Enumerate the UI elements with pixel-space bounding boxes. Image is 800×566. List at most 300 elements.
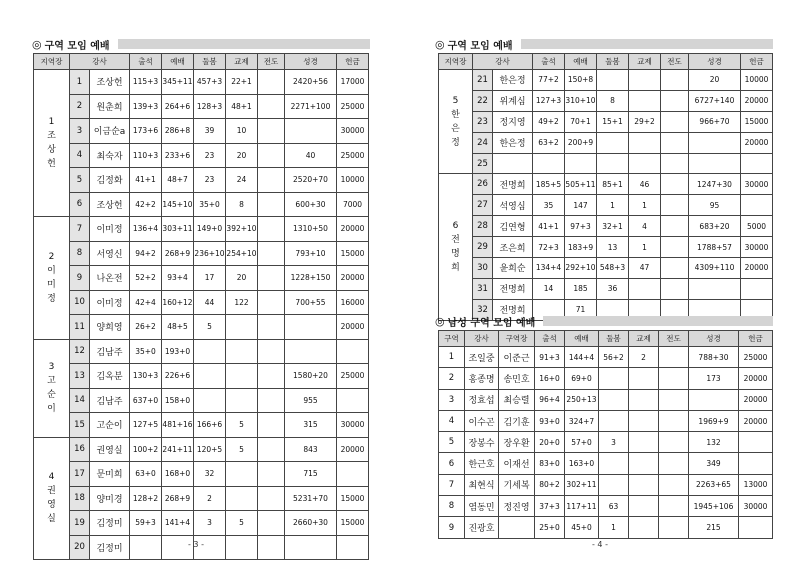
evangelism-cell: [258, 486, 285, 511]
worship-cell: 310+10: [565, 90, 597, 111]
district-group-label: 3 고 순 이: [34, 339, 70, 437]
evangelism-cell: [659, 432, 689, 453]
leader-name-cell: 조상헌: [90, 70, 130, 95]
table-row: [34, 143, 369, 168]
fellowship-cell: 1: [629, 195, 661, 216]
fellowship-cell: [226, 315, 258, 340]
row-number-cell: 16: [70, 437, 90, 462]
column-header: 성경: [285, 54, 337, 70]
evangelism-cell: [258, 168, 285, 193]
offering-cell: 30000: [741, 174, 773, 195]
evangelism-cell: [258, 119, 285, 144]
attendance-cell: 94+2: [130, 241, 162, 266]
fellowship-cell: 46: [629, 174, 661, 195]
worship-cell: 145+10: [162, 192, 194, 217]
section-bullet-icon: ◎: [32, 37, 42, 51]
row-number-cell: 14: [70, 388, 90, 413]
bible-cell: 2660+30: [285, 511, 337, 536]
table-row: [439, 496, 773, 517]
table-row: [34, 511, 369, 536]
offering-cell: [739, 453, 773, 474]
section-title-district-worship: [32, 36, 370, 52]
table-row: [34, 462, 369, 487]
care-cell: 3: [599, 432, 629, 453]
row-number-cell: 8: [70, 241, 90, 266]
worship-cell: 48+5: [162, 315, 194, 340]
worship-cell: 117+11: [565, 496, 599, 517]
care-cell: [194, 388, 226, 413]
table-header-row: [34, 54, 369, 70]
table-row: [439, 174, 773, 195]
column-header: 성경: [689, 54, 741, 70]
offering-cell: 30000: [337, 413, 369, 438]
bible-cell: [689, 153, 741, 174]
fellowship-cell: [629, 132, 661, 153]
row-number-cell: 27: [473, 195, 493, 216]
column-header: 출석: [535, 331, 565, 347]
fellowship-cell: 254+10: [226, 241, 258, 266]
fellowship-cell: [629, 432, 659, 453]
teacher-name-cell: 최현식: [465, 474, 499, 495]
offering-cell: 25000: [739, 347, 773, 368]
fellowship-cell: [226, 486, 258, 511]
leader-name-cell: 양미경: [90, 486, 130, 511]
bible-cell: 1310+50: [285, 217, 337, 242]
attendance-cell: [130, 535, 162, 560]
offering-cell: 20000: [739, 389, 773, 410]
bible-cell: [285, 535, 337, 560]
care-cell: 457+3: [194, 70, 226, 95]
fellowship-cell: [629, 496, 659, 517]
column-header: 교제: [226, 54, 258, 70]
care-cell: 63: [599, 496, 629, 517]
attendance-cell: 96+4: [535, 389, 565, 410]
row-number-cell: 19: [70, 511, 90, 536]
leader-name-cell: 전명희: [493, 299, 533, 320]
evangelism-cell: [659, 453, 689, 474]
district-leader-cell: 김기훈: [499, 410, 535, 431]
fellowship-cell: 5: [226, 413, 258, 438]
row-number-cell: 17: [70, 462, 90, 487]
fellowship-cell: [629, 389, 659, 410]
attendance-cell: 77+2: [533, 70, 565, 91]
bible-cell: 215: [689, 517, 739, 538]
table-row: [439, 237, 773, 258]
fellowship-cell: 8: [226, 192, 258, 217]
offering-cell: [741, 195, 773, 216]
attendance-cell: 35: [533, 195, 565, 216]
attendance-cell: 16+0: [535, 368, 565, 389]
column-header: 둘봄: [597, 54, 629, 70]
district-group-label: 2 이 미 정: [34, 217, 70, 340]
district-group-label: 4 권 영 실: [34, 437, 70, 560]
district-leader-cell: 이재선: [499, 453, 535, 474]
section-title-men-worship: [435, 313, 773, 329]
attendance-cell: 127+3: [533, 90, 565, 111]
fellowship-cell: [226, 364, 258, 389]
evangelism-cell: [661, 90, 689, 111]
worship-cell: 71: [565, 299, 597, 320]
worship-cell: 48+7: [162, 168, 194, 193]
bible-cell: 683+20: [689, 216, 741, 237]
worship-cell: 183+9: [565, 237, 597, 258]
fellowship-cell: [629, 410, 659, 431]
attendance-cell: 14: [533, 278, 565, 299]
column-header: 헌금: [739, 331, 773, 347]
fellowship-cell: 1: [629, 237, 661, 258]
column-header: 둘봄: [194, 54, 226, 70]
attendance-cell: 115+3: [130, 70, 162, 95]
care-cell: 39: [194, 119, 226, 144]
care-cell: 35+0: [194, 192, 226, 217]
fellowship-cell: 10: [226, 119, 258, 144]
teacher-name-cell: 한근호: [465, 453, 499, 474]
fellowship-cell: 29+2: [629, 111, 661, 132]
offering-cell: 25000: [337, 143, 369, 168]
offering-cell: [739, 517, 773, 538]
care-cell: 3: [194, 511, 226, 536]
fellowship-cell: [629, 278, 661, 299]
worship-cell: 241+11: [162, 437, 194, 462]
fellowship-cell: 5: [226, 437, 258, 462]
table-row: [34, 486, 369, 511]
bible-cell: 715: [285, 462, 337, 487]
district-number-cell: 1: [439, 347, 465, 368]
attendance-cell: 110+3: [130, 143, 162, 168]
column-header: 성경: [689, 331, 739, 347]
offering-cell: 20000: [337, 217, 369, 242]
row-number-cell: 13: [70, 364, 90, 389]
offering-cell: 15000: [741, 111, 773, 132]
fellowship-cell: 20: [226, 143, 258, 168]
worship-cell: 97+3: [565, 216, 597, 237]
leader-name-cell: 윤희순: [493, 258, 533, 279]
care-cell: 1: [599, 517, 629, 538]
leader-name-cell: 위계심: [493, 90, 533, 111]
offering-cell: 20000: [739, 368, 773, 389]
worship-cell: 264+6: [162, 94, 194, 119]
section-title-text: 남성 구역 모임 예배: [447, 317, 536, 329]
fellowship-cell: [226, 462, 258, 487]
bible-cell: [285, 339, 337, 364]
row-number-cell: 1: [70, 70, 90, 95]
fellowship-cell: 5: [226, 511, 258, 536]
column-header: 헌금: [741, 54, 773, 70]
bible-cell: 955: [285, 388, 337, 413]
table-row: [439, 410, 773, 431]
leader-name-cell: 양희영: [90, 315, 130, 340]
leader-name-cell: 문미희: [90, 462, 130, 487]
worship-cell: 93+4: [162, 266, 194, 291]
table-row: [34, 192, 369, 217]
bible-cell: [689, 389, 739, 410]
attendance-cell: 185+5: [533, 174, 565, 195]
evangelism-cell: [661, 174, 689, 195]
worship-cell: 292+10: [565, 258, 597, 279]
fellowship-cell: [629, 70, 661, 91]
column-header: 예배: [162, 54, 194, 70]
leader-name-cell: 이미정: [90, 290, 130, 315]
worship-cell: 200+9: [565, 132, 597, 153]
attendance-cell: 25+0: [535, 517, 565, 538]
page-number: - 3 -: [188, 540, 204, 549]
table-row: [439, 195, 773, 216]
row-number-cell: 28: [473, 216, 493, 237]
fellowship-cell: 4: [629, 216, 661, 237]
teacher-name-cell: 정효섭: [465, 389, 499, 410]
evangelism-cell: [258, 192, 285, 217]
district-leader-cell: 장우환: [499, 432, 535, 453]
attendance-cell: 134+4: [533, 258, 565, 279]
fellowship-cell: [629, 517, 659, 538]
leader-name-cell: 이금순a: [90, 119, 130, 144]
table-row: [34, 290, 369, 315]
row-number-cell: 18: [70, 486, 90, 511]
row-number-cell: 3: [70, 119, 90, 144]
bible-cell: 1788+57: [689, 237, 741, 258]
worship-cell: 163+0: [565, 453, 599, 474]
column-header: 교제: [629, 54, 661, 70]
bible-cell: 600+30: [285, 192, 337, 217]
district-leader-cell: 기세복: [499, 474, 535, 495]
offering-cell: 15000: [337, 486, 369, 511]
worship-cell: 324+7: [565, 410, 599, 431]
leader-name-cell: 서영신: [90, 241, 130, 266]
table-row: [439, 517, 773, 538]
leader-name-cell: 조은희: [493, 237, 533, 258]
care-cell: 2: [194, 486, 226, 511]
district-number-cell: 7: [439, 474, 465, 495]
row-number-cell: 26: [473, 174, 493, 195]
fellowship-cell: 24: [226, 168, 258, 193]
leader-name-cell: 정지영: [493, 111, 533, 132]
attendance-cell: 37+3: [535, 496, 565, 517]
table-row: [34, 437, 369, 462]
attendance-cell: 49+2: [533, 111, 565, 132]
table-row: [34, 119, 369, 144]
section-bullet-icon: ◎: [435, 314, 445, 328]
bible-cell: 349: [689, 453, 739, 474]
worship-cell: 268+9: [162, 486, 194, 511]
column-header: 전도: [661, 54, 689, 70]
offering-cell: 7000: [337, 192, 369, 217]
bible-cell: 6727+140: [689, 90, 741, 111]
table-row: [439, 70, 773, 91]
section-title-text: 구역 모임 예배: [44, 40, 110, 52]
fellowship-cell: 22+1: [226, 70, 258, 95]
bible-cell: 1247+30: [689, 174, 741, 195]
column-header: 강사: [473, 54, 533, 70]
attendance-cell: 139+3: [130, 94, 162, 119]
worship-cell: 150+8: [565, 70, 597, 91]
bible-cell: [689, 132, 741, 153]
table-row: [439, 278, 773, 299]
leader-name-cell: 고순이: [90, 413, 130, 438]
table-header-row: [439, 331, 773, 347]
attendance-cell: 41+1: [130, 168, 162, 193]
fellowship-cell: [629, 453, 659, 474]
evangelism-cell: [659, 389, 689, 410]
bible-cell: 95: [689, 195, 741, 216]
fellowship-cell: [629, 474, 659, 495]
evangelism-cell: [659, 368, 689, 389]
offering-cell: 25000: [337, 364, 369, 389]
bible-cell: 793+10: [285, 241, 337, 266]
worship-cell: 226+6: [162, 364, 194, 389]
attendance-cell: 52+2: [130, 266, 162, 291]
table-row: [34, 413, 369, 438]
evangelism-cell: [661, 216, 689, 237]
care-cell: [597, 70, 629, 91]
offering-cell: 10000: [741, 70, 773, 91]
teacher-name-cell: 진광호: [465, 517, 499, 538]
offering-cell: 20000: [739, 410, 773, 431]
bible-cell: 843: [285, 437, 337, 462]
section-title-text: 구역 모임 예배: [447, 40, 513, 52]
care-cell: 120+5: [194, 437, 226, 462]
worship-cell: 286+8: [162, 119, 194, 144]
district-group-label: 5 한 은 정: [439, 70, 473, 174]
district-number-cell: 3: [439, 389, 465, 410]
worship-cell: 45+0: [565, 517, 599, 538]
district-number-cell: 5: [439, 432, 465, 453]
district-group-label: 1 조 상 헌: [34, 70, 70, 217]
leader-name-cell: 조상헌: [90, 192, 130, 217]
table-row: [439, 132, 773, 153]
attendance-cell: 91+3: [535, 347, 565, 368]
offering-cell: 30000: [741, 237, 773, 258]
row-number-cell: 12: [70, 339, 90, 364]
evangelism-cell: [258, 290, 285, 315]
row-number-cell: 10: [70, 290, 90, 315]
worship-cell: 57+0: [565, 432, 599, 453]
row-number-cell: 15: [70, 413, 90, 438]
evangelism-cell: [258, 462, 285, 487]
attendance-cell: 59+3: [130, 511, 162, 536]
bible-cell: 1228+150: [285, 266, 337, 291]
teacher-name-cell: 이수곤: [465, 410, 499, 431]
attendance-cell: 72+3: [533, 237, 565, 258]
care-cell: [597, 153, 629, 174]
table-row: [439, 153, 773, 174]
evangelism-cell: [661, 111, 689, 132]
table-row: [34, 266, 369, 291]
bible-cell: 1580+20: [285, 364, 337, 389]
district-leader-cell: 이준근: [499, 347, 535, 368]
offering-cell: [741, 153, 773, 174]
column-header: 구역: [439, 331, 465, 347]
evangelism-cell: [258, 339, 285, 364]
attendance-cell: 63+2: [533, 132, 565, 153]
care-cell: 8: [597, 90, 629, 111]
fellowship-cell: 47: [629, 258, 661, 279]
evangelism-cell: [661, 195, 689, 216]
column-header: 교제: [629, 331, 659, 347]
row-number-cell: 22: [473, 90, 493, 111]
worship-cell: 70+1: [565, 111, 597, 132]
worship-cell: 144+4: [565, 347, 599, 368]
fellowship-cell: 122: [226, 290, 258, 315]
row-number-cell: 5: [70, 168, 90, 193]
attendance-cell: 93+0: [535, 410, 565, 431]
column-header: 강사: [70, 54, 130, 70]
worship-cell: 168+0: [162, 462, 194, 487]
section-bullet-icon: ◎: [435, 37, 445, 51]
bible-cell: [285, 315, 337, 340]
offering-cell: [337, 535, 369, 560]
evangelism-cell: [661, 70, 689, 91]
offering-cell: 20000: [741, 132, 773, 153]
table-row: [439, 474, 773, 495]
bible-cell: 173: [689, 368, 739, 389]
fellowship-cell: [629, 153, 661, 174]
worship-cell: [565, 153, 597, 174]
bible-cell: 2271+100: [285, 94, 337, 119]
bible-cell: 788+30: [689, 347, 739, 368]
column-header: 지역장: [34, 54, 70, 70]
fellowship-cell: 392+10: [226, 217, 258, 242]
table-row: [439, 368, 773, 389]
district-number-cell: 9: [439, 517, 465, 538]
offering-cell: 16000: [337, 290, 369, 315]
attendance-cell: 100+2: [130, 437, 162, 462]
column-header: 예배: [565, 54, 597, 70]
district-leader-cell: 송민호: [499, 368, 535, 389]
district-leader-cell: 최승렬: [499, 389, 535, 410]
row-number-cell: 6: [70, 192, 90, 217]
row-number-cell: 7: [70, 217, 90, 242]
attendance-cell: 136+4: [130, 217, 162, 242]
attendance-cell: 128+2: [130, 486, 162, 511]
row-number-cell: 20: [70, 535, 90, 560]
evangelism-cell: [659, 410, 689, 431]
district-number-cell: 4: [439, 410, 465, 431]
evangelism-cell: [258, 437, 285, 462]
evangelism-cell: [661, 153, 689, 174]
care-cell: [599, 453, 629, 474]
column-header: 출석: [533, 54, 565, 70]
worship-cell: 303+11: [162, 217, 194, 242]
evangelism-cell: [258, 535, 285, 560]
care-cell: 32: [194, 462, 226, 487]
district-table-left: [33, 53, 369, 560]
care-cell: [599, 474, 629, 495]
fellowship-cell: 2: [629, 347, 659, 368]
attendance-cell: 42+2: [130, 192, 162, 217]
worship-cell: 481+16: [162, 413, 194, 438]
teacher-name-cell: 조일중: [465, 347, 499, 368]
care-cell: 85+1: [597, 174, 629, 195]
table-row: [439, 258, 773, 279]
bible-cell: [689, 278, 741, 299]
leader-name-cell: 최숙자: [90, 143, 130, 168]
worship-cell: 160+12: [162, 290, 194, 315]
table-row: [439, 90, 773, 111]
bible-cell: 700+55: [285, 290, 337, 315]
table-row: [34, 388, 369, 413]
offering-cell: 10000: [337, 168, 369, 193]
leader-name-cell: 김남주: [90, 339, 130, 364]
column-header: 지역장: [439, 54, 473, 70]
evangelism-cell: [258, 241, 285, 266]
bible-cell: 20: [689, 70, 741, 91]
attendance-cell: 80+2: [535, 474, 565, 495]
offering-cell: [337, 462, 369, 487]
row-number-cell: 23: [473, 111, 493, 132]
evangelism-cell: [659, 496, 689, 517]
row-number-cell: 32: [473, 299, 493, 320]
table-row: [34, 315, 369, 340]
